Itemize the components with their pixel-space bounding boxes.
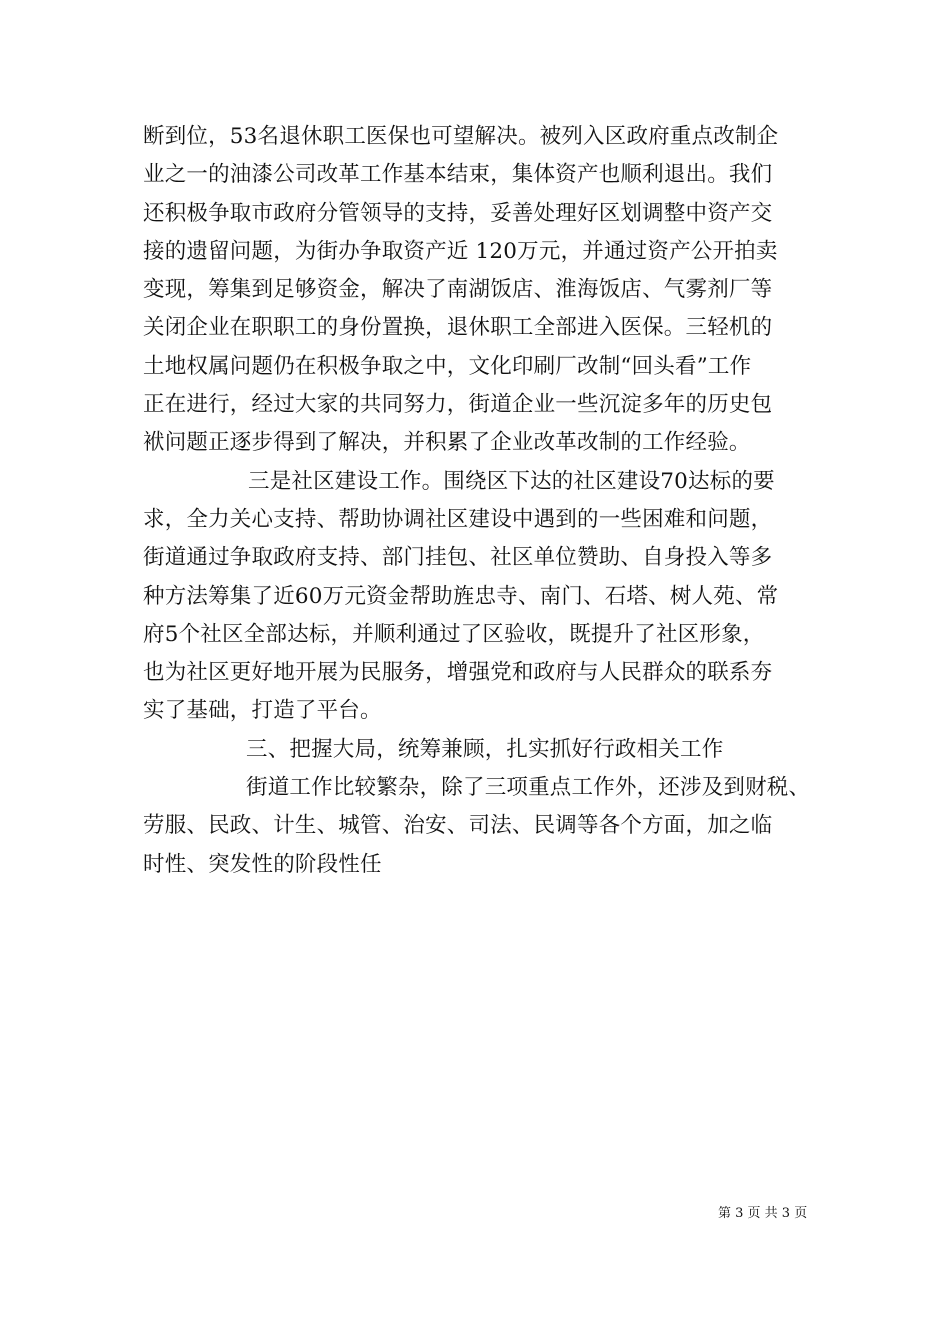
- text-line: 时性、突发性的阶段性任: [143, 851, 382, 877]
- text-line: 袱问题正逐步得到了解决，并积累了企业改革改制的工作经验。: [143, 430, 751, 456]
- text-line: 接的遗留问题，为街办争取资产近 120万元，并通过资产公开拍卖: [143, 238, 778, 264]
- body-text: [143, 118, 823, 884]
- paragraph-start-line: 街道工作比较繁杂，除了三项重点工作外，还涉及到财税、: [246, 775, 811, 801]
- text-line: 街道通过争取政府支持、部门挂包、社区单位赞助、自身投入等多: [143, 545, 773, 571]
- text-line: 业之一的油漆公司改革工作基本结束，集体资产也顺利退出。我们: [143, 162, 773, 188]
- text-line: 正在进行，经过大家的共同努力，街道企业一些沉淀多年的历史包: [143, 392, 773, 418]
- text-line: 实了基础，打造了平台。: [143, 698, 382, 724]
- text-line: 劳服、民政、计生、城管、治安、司法、民调等各个方面，加之临: [143, 813, 773, 839]
- text-line: 也为社区更好地开展为民服务，增强党和政府与人民群众的联系夯: [143, 660, 773, 686]
- section-heading: 三、把握大局，统筹兼顾，扎实抓好行政相关工作: [246, 736, 724, 762]
- page-number-footer: 第 3 页 共 3 页: [718, 1206, 808, 1221]
- text-line: 还积极争取市政府分管领导的支持，妥善处理好区划调整中资产交: [143, 200, 773, 226]
- text-line: 种方法筹集了近60万元资金帮助旌忠寺、南门、石塔、树人苑、常: [143, 583, 779, 609]
- text-line: 变现，筹集到足够资金，解决了南湖饭店、淮海饭店、气雾剂厂等: [143, 277, 773, 303]
- text-line: 府5个社区全部达标，并顺利通过了区验收，既提升了社区形象，: [143, 621, 765, 647]
- text-line: 关闭企业在职职工的身份置换，退休职工全部进入医保。三轻机的: [143, 315, 773, 341]
- text-line: 求，全力关心支持、帮助协调社区建设中遇到的一些困难和问题，: [143, 506, 773, 532]
- paragraph-start-line: 三是社区建设工作。围绕区下达的社区建设70达标的要: [248, 468, 775, 494]
- text-line: 断到位，53名退休职工医保也可望解决。被列入区政府重点改制企: [143, 124, 779, 149]
- text-line: 土地权属问题仍在积极争取之中，文化印刷厂改制“回头看”工作: [143, 353, 752, 379]
